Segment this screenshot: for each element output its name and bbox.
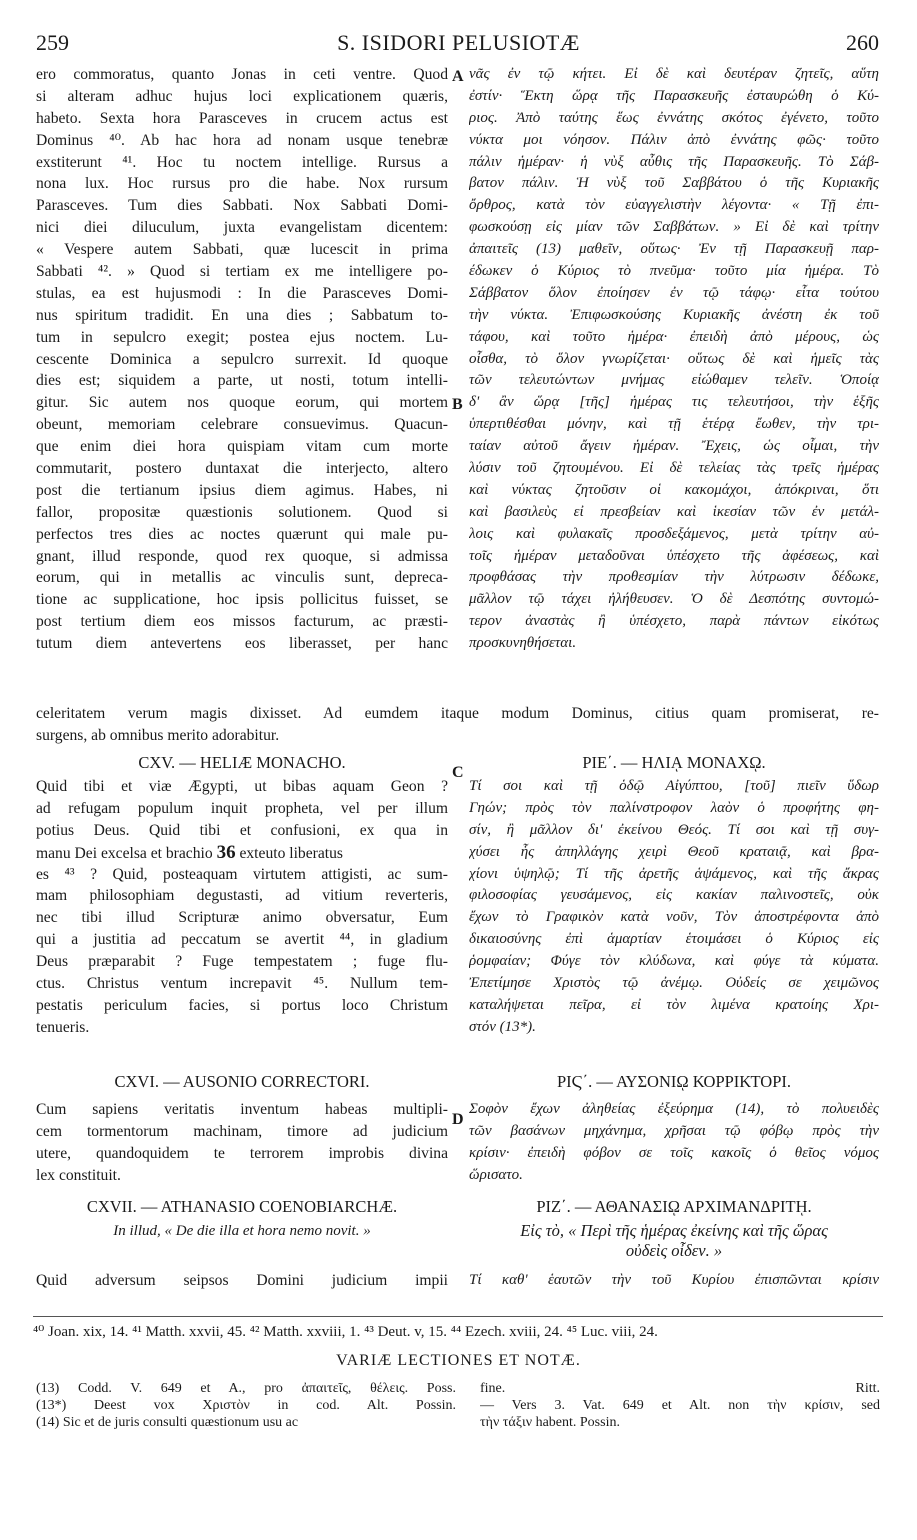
text-line: ad refugam populum inquit propheta, vel per illum (36, 799, 448, 817)
text-line: καταλήψεται πεῖρα, εἰ τὸν λιμένα κρατοίης Χρι- (469, 996, 879, 1013)
column-number: 36 (216, 841, 236, 863)
section-117-title-latin: CXVII. — ATHANASIO COENOBIARCHÆ. (86, 1197, 398, 1216)
text-line: ὄρθρος, κατὰ τὸν εὐαγγελιστὴν λέγοντα· « Τῇ ἐπι- (469, 197, 879, 214)
text-line: habeto. Sexta hora Parasceves in crucem actus est (36, 109, 448, 127)
text-line: fallor, propositæ quæstionis solutionem. Quod si (36, 503, 448, 521)
text-line: ῥομφαίαν; Φύγε τὸν κλύδωνα, καὶ φύγε τὰ κύματα. (469, 953, 879, 970)
text-line: ὑπερτιθέσθαι μόνην, καὶ τῇ ἑτέρᾳ ἔωθεν, τὴν τρι- (469, 416, 879, 433)
text-line: τὴν νύκτα. Ἐπιφωσκούσης Κυριακῆς ἀνέστη ἐκ τοῦ (469, 306, 879, 323)
text-line: cem tormentorum machinam, timore ad judicium (36, 1122, 448, 1140)
text-line: (13) Codd. V. 649 et A., pro ἀπαιτεῖς, θέλεις. Poss. (36, 1381, 456, 1396)
text-line: post tertium diem eos missos facturum, ac præsti- (36, 613, 448, 631)
text-line: lex constituit. (36, 1166, 121, 1184)
text-line: χίονι ὑψηλῷ; Τί τῆς ἀρετῆς ἁψάμενος, καὶ τῆς ἄκρας (469, 865, 879, 882)
text-line: que enim diei hora quispiam vitam cum morte (36, 438, 448, 456)
text-line: commutarit, postero duntaxat die interjecto, altero (36, 460, 448, 478)
text-line: nus spiritum tradidit. En una dies ; Sabbatum to- (36, 306, 448, 324)
text-line: dies est; siquidem a parte, ut nosti, totum intelli- (36, 372, 448, 390)
section-115-title-greek: ΡΙΕ΄. — ΗΛΙᾼ ΜΟΝΑΧῼ. (582, 753, 766, 772)
text-line: nona lux. Hoc rursus pro die habe. Nox rursum (36, 175, 448, 193)
text-line: χύσει ἧς ἀπηλλάγης χειρὶ Θεοῦ κραταιᾷ, καὶ βρα- (469, 843, 879, 860)
text-line: προσκυνηθήσεται. (469, 635, 577, 652)
section-115-title-latin: CXV. — HELIÆ MONACHO. (138, 753, 346, 772)
text-line: potius Deus. Quid tibi et confusioni, ex qua in (36, 821, 448, 839)
text-line: (14) Sic et de juris consulti quæstionum usu ac (36, 1415, 299, 1430)
text-line: ero commoratus, quanto Jonas in ceti ventre. Quod (36, 66, 448, 83)
text-fragment: manu Dei excelsa et brachio (36, 844, 213, 862)
text-line: φωσκούσῃ εἰς μίαν τῶν Σαββάτων. » Εἰ δὲ καὶ τρίτην (469, 219, 879, 236)
text-line: νᾶς ἐν τῷ κήτει. Εἰ δὲ καὶ δευτέραν ζητεῖς, αὕτη (469, 66, 879, 82)
text-line: gitur. Sic autem nos quoque eorum, qui mortem (36, 394, 448, 412)
text-line: Τί καθ' ἑαυτῶν τὴν τοῦ Κυρίου ἐπισπῶνται κρίσιν (469, 1272, 879, 1288)
text-line: es ⁴³ ? Quid, posteaquam virtutem attigisti, ac sum- (36, 865, 448, 883)
text-line: λύσιν τοῦ ζητουμένου. Εἰ δὲ τελείας τὰς τρεῖς ἡμέρας (469, 460, 879, 477)
text-line: post die tertianum ipsius diem agimus. Habes, ni (36, 481, 448, 499)
text-line: τοῖς ἡμέραν μεταδοῦναι ὑπέσχετο τῆς ἀφέσεως, καὶ (469, 547, 879, 564)
text-line: nici diei diluculum, juxta evangelistam dicentem: (36, 219, 448, 237)
margin-marker-b: B (452, 396, 463, 413)
text-line: Parasceves. Tum dies Sabbati. Nox Sabbati Domi- (36, 197, 448, 215)
text-line: κρίσιν· ἐπειδὴ φόβον σε τοῖς κακοῖς ὁ θεῖος νόμος (469, 1144, 879, 1161)
text-line: « Vespere autem Sabbati, quæ lucescit in prima (36, 241, 448, 259)
text-line: λοις καὶ φυλακαῖς προσδεξάμενος, μετὰ τρίτην αὐ- (469, 525, 879, 542)
greek-column-top (469, 64, 879, 655)
text-line: utere, quandoquidem te terrorem improbis divina (36, 1144, 448, 1162)
text-line: φιλοσοφίας γευσάμενος, εἰς κακίαν παλινοστεῖς, οὐκ (469, 887, 879, 904)
text-line: tum in sepulcro exegit; postea ejus noctem. Lu- (36, 328, 448, 346)
text-line: δικαιοσύνης ἐπὶ ἁμαρτίαν ἑτοιμάσει ὁ Κύριος εἰς (469, 931, 879, 948)
text-line: Σάββατον ὅλον ἐποίησεν ἐν τῷ τάφῳ· εἶτα τούτου (469, 284, 879, 301)
text-line: tenueris. (36, 1018, 90, 1036)
running-title: S. ISIDORI PELUSIOTÆ (337, 30, 580, 55)
text-line: Sabbati ⁴². » Quod si tertiam ex me intelligere po- (36, 263, 448, 281)
margin-marker-d: D (452, 1111, 464, 1128)
text-line: Σοφὸν ἔχων ἀληθείας ἐξεύρημα (14), τὸ πολυειδὲς (469, 1101, 879, 1117)
footnote-rule (33, 1316, 883, 1317)
page-header (0, 30, 917, 56)
text-line: πάλιν ἡμέραν· ἡ νὺξ αὖθις τῆς Παρασκευῆς. Τὸ Σάβ- (469, 153, 879, 170)
section-117-greek (469, 1270, 879, 1292)
section-117-subtitle-greek-1: Εἰς τὸ, « Περὶ τῆς ἡμέρας ἐκείνης καὶ τῆς ὥρας (520, 1221, 828, 1240)
text-line: τῶν βασάνων μηχάνημα, χρῆσαι τῷ φόβῳ πρὸς τὴν (469, 1122, 879, 1139)
text-line: ἀπαιτεῖς (13) μαθεῖν, οὕτως· Ἐν τῇ Παρασκευῇ παρ- (469, 241, 879, 258)
text-line: ριος. Ἀπὸ ταύτης ἕως ἐννάτης σκότος ἐγένετο, τοῦτο (469, 109, 879, 126)
text-line: exstiterunt ⁴¹. Hoc tu noctem intellige. Rursus a (36, 153, 448, 171)
text-line: ταίαν αὐτοῦ ἄγειν ἡμέραν. Ἔχεις, ὡς οἶμαι, τὴν (469, 438, 879, 455)
section-116-title-latin: CXVI. — AUSONIO CORRECTORI. (114, 1072, 370, 1091)
text-line: nec tibi illud Scripturæ animo obversatur, Eum (36, 909, 448, 927)
scripture-footnotes: ⁴⁰ Joan. xix, 14. ⁴¹ Matth. xxvii, 45. ⁴² Matth. xxviii, 1. ⁴³ Deut. v, 15. ⁴⁴ Ezech. xviii, 24. ⁴⁵ Luc. viii, 24. (33, 1324, 658, 1340)
text-line-with-column-number (36, 842, 448, 864)
section-116-greek (469, 1099, 879, 1187)
text-line: τὴν τάξιν habent. Possin. (480, 1415, 620, 1430)
text-line: νύκτα μοι νόησον. Πάλιν ἀπὸ ἐννάτης φῶς· τοῦτο (469, 131, 879, 148)
text-line: ἐστίν· Ἕκτη ὥρᾳ τῆς Παρασκευῆς ἐσταυρώθη ὁ Κύ- (469, 87, 879, 104)
text-line: Deus præparabit ? Fuge tempestatem ; fuge flu- (36, 953, 448, 971)
text-line: μᾶλλον τῷ τάχει ἠλήθευσεν. Ὁ δὲ Δεσπότης συντομώ- (469, 591, 879, 608)
text-line: eorum, qui in metallis ac vinculis sunt, depreca- (36, 569, 448, 587)
text-line: σίν, ἢ μᾶλλον δι' ἐκείνου Θεός. Τί σοι καὶ τῇ συγ- (469, 821, 879, 838)
text-line: τῶν τελευτώντων μνήμας εἰώθαμεν τελεῖν. Ὁποίᾳ (469, 372, 879, 389)
variae-right (480, 1380, 880, 1431)
text-line: τερον ἀναστὰς ἢ ὑπέσχετο, παρὰ πάντων εἰκότως (469, 613, 879, 630)
section-116-latin (36, 1099, 448, 1187)
text-line: ἔχων τὸ Γραφικὸν κατὰ νοῦν, Τὸν ἀποστρέφοντα ἀπὸ (469, 909, 879, 926)
section-116-title-greek: ΡΙϚ΄. — ΑΥΣΟΝΙῼ ΚΟΡΡΙΚΤΟΡΙ. (556, 1072, 791, 1091)
text-line: Γηών; πρὸς τὸν παλίνστροφον λαὸν ὁ προφήτης φη- (469, 799, 879, 816)
variae-left (36, 1380, 456, 1431)
text-line: δ' ἂν ὥρᾳ [τῆς] ἡμέρας τις τελευτήσοι, τὴν ἑξῆς (469, 394, 879, 411)
text-line: προφθάσας τὴν προθεσμίαν τὴν λύτρωσιν δέδωκε, (469, 569, 879, 586)
text-line: gnant, illud responde, quod rex quoque, si admissa (36, 547, 448, 565)
text-line: βατον πάλιν. Ἡ νὺξ τοῦ Σαββάτου ὁ τῆς Κυριακῆς (469, 175, 879, 192)
latin-full-width (36, 703, 879, 747)
section-115-latin (36, 776, 448, 1039)
text-line: fine. Ritt. (480, 1381, 880, 1396)
section-117-latin (36, 1270, 448, 1292)
text-line: Quid tibi et viæ Ægypti, ut bibas aquam Geon ? (36, 778, 448, 795)
text-line: Dominus ⁴⁰. Ab hac hora ad nonam usque tenebræ (36, 131, 448, 149)
text-line: — Vers 3. Vat. 649 et Alt. non τὴν κρίσιν, sed (480, 1398, 880, 1413)
text-line: mam philosophiam degustasti, ad vitium reverteris, (36, 887, 448, 905)
text-line: Cum sapiens veritatis inventum habeas multipli- (36, 1101, 448, 1118)
text-line: surgens, ab omnibus merito adorabitur. (36, 726, 280, 744)
margin-marker-c: C (452, 764, 464, 781)
text-line: τάφου, καὶ τοῦτο ἡμέρα· ἐπειδὴ ἀπὸ μέρους, ὡς (469, 328, 879, 345)
text-line: (13*) Deest vox Χριστὸν in cod. Alt. Possin. (36, 1398, 456, 1413)
page-number-right: 260 (846, 30, 879, 55)
text-line: καὶ βασιλεὺς εἰ πρεσβείαν καὶ ἱκεσίαν τῶν ἐν μετάλ- (469, 503, 879, 520)
section-117-subtitle-greek-2: οὐδεὶς οἶδεν. » (625, 1241, 723, 1260)
text-line: perfectos tres dies ac noctes quærunt qui male pu- (36, 525, 448, 543)
text-line: obeunt, memoriam celebrare consuevimus. Quacun- (36, 416, 448, 434)
margin-marker-a: A (452, 68, 464, 85)
text-line: Quid adversum seipsos Domini judicium impii (36, 1272, 448, 1289)
text-line: stulas, ea est hujusmodi : In die Parasceves Domi- (36, 284, 448, 302)
text-line: Τί σοι καὶ τῇ ὁδῷ Αἰγύπτου, [τοῦ] πιεῖν ὕδωρ (469, 778, 879, 794)
latin-column-top (36, 64, 448, 655)
text-line: tutum diem antevertens eos liberasset, per hanc (36, 635, 448, 653)
text-line: Ἐπετίμησε Χριστὸς τῷ ἀνέμῳ. Οὐδείς σε χειμῶνος (469, 975, 879, 992)
text-line: οἶσθα, τὸ ὅλον γνωρίζεται· οὕτως δὲ καὶ ἡμεῖς τὰς (469, 350, 879, 367)
section-115-greek (469, 776, 879, 1039)
variae-lectiones-heading: VARIÆ LECTIONES ET NOTÆ. (336, 1352, 581, 1369)
section-117-title-greek: ΡΙΖ΄. — ΑΘΑΝΑΣΙῼ ΑΡΧΙΜΑΝΔΡΙΤῌ. (536, 1197, 812, 1216)
section-117-subtitle-latin: In illud, « De die illa et hora nemo novit. » (113, 1223, 371, 1239)
text-line: ὥρισατο. (469, 1166, 523, 1183)
page-number-left: 259 (36, 30, 69, 55)
text-line: ctus. Christus ventum increpavit ⁴⁵. Nullum tem- (36, 975, 448, 993)
text-fragment: exteuto liberatus (239, 844, 343, 862)
text-line: καὶ νύκτας ζητοῦσιν οἱ κακομάχοι, ἀπόκριναι, ὅτι (469, 481, 879, 498)
text-line: έδωκεν ὁ Κύριος τὸ πνεῦμα· τοῦτο μία ἡμέρα. Τὸ (469, 263, 879, 280)
text-line: στόν (13*). (469, 1018, 536, 1035)
text-line: si alteram adhuc hujus loci explicationem quæris, (36, 87, 448, 105)
text-line: tione ac supplicatione, hoc ipsis pollicitus fuisset, se (36, 591, 448, 609)
text-line: celeritatem verum magis dixisset. Ad eumdem itaque modum Dominus, citius quam promiserat, re- (36, 705, 879, 722)
text-line: cescente Dominica a sepulcro surrexit. Id quoque (36, 350, 448, 368)
text-line: pestatis periculum facies, si portus loco Christum (36, 996, 448, 1014)
text-line: qui a justitia ad peccatum se avertit ⁴⁴, in gladium (36, 931, 448, 949)
